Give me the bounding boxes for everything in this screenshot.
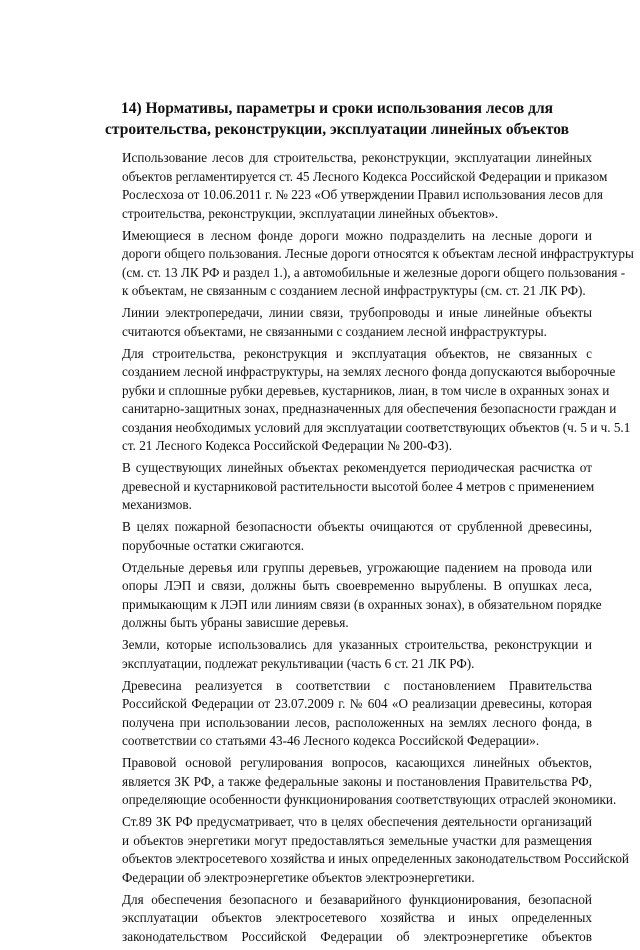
text-line: В существующих линейных объектах рекомендуется периодическая расчистка от — [122, 460, 592, 476]
text-line: древесной и кустарниковой растительности высотой более 4 метров с применением — [122, 478, 595, 494]
text-line: Федерации об электроэнергетике объектов электроэнергетики. — [122, 869, 475, 885]
paragraph — [88, 518, 592, 555]
text-line: механизмов. — [122, 497, 192, 513]
paragraph — [88, 345, 631, 457]
text-line: опоры ЛЭП и связи, должны быть своевременно вырублены. В опушках леса, — [122, 578, 592, 594]
text-line: примыкающим к ЛЭП или линиям связи (в охранных зонах), в обязательном порядке — [122, 596, 602, 612]
text-line: является ЗК РФ, а также федеральные законы и постановления Правительства РФ, — [122, 773, 592, 789]
text-line: Российской Федерации от 23.07.2009 г. № 604 «О реализации древесины, которая — [122, 696, 592, 712]
paragraph — [88, 754, 617, 810]
text-line: к объектам, не связанным с созданием лесной инфраструктуры (см. ст. 21 ЛК РФ). — [122, 283, 586, 299]
text-line: Имеющиеся в лесном фонде дороги можно подразделить на лесные дороги и — [122, 227, 592, 243]
text-line: объектов электросетевого хозяйства и иных определенных законодательством Российской — [122, 851, 629, 867]
text-line: В целях пожарной безопасности объекты очищаются от срубленной древесины, — [122, 519, 592, 535]
text-line: Земли, которые использовались для указанных строительства, реконструкции и — [122, 637, 592, 653]
text-line: создания необходимых условий для эксплуатации соответствующих объектов (ч. 5 и ч. 5.1 — [122, 419, 631, 435]
paragraph — [88, 149, 608, 223]
text-line: Для обеспечения безопасного и безаварийного функционирования, безопасной — [122, 891, 592, 907]
text-line: строительства, реконструкции, эксплуатации линейных объектов». — [122, 205, 499, 221]
text-line: санитарно-защитных зонах, предназначенных для обеспечения безопасности граждан и — [122, 401, 617, 417]
heading-line-1: 14) Нормативы, параметры и сроки использования лесов для — [120, 100, 554, 117]
text-line: Для строительства, реконструкция и эксплуатация объектов, не связанных с — [122, 345, 592, 361]
text-line: Использование лесов для строительства, реконструкции, эксплуатации линейных — [122, 150, 592, 165]
text-line: Древесина реализуется в соответствии с постановлением Правительства — [122, 677, 592, 693]
paragraph — [88, 891, 592, 947]
text-line: Ст.89 ЗК РФ предусматривает, что в целях обеспечения деятельности организаций — [122, 814, 592, 830]
text-line: дороги общего пользования. Лесные дороги относятся к объектам лесной инфраструктуры — [122, 246, 634, 262]
section-heading — [92, 98, 582, 140]
text-line: Правовой основой регулирования вопросов, касающихся линейных объектов, — [122, 755, 592, 771]
heading-line-2: строительства, реконструкции, эксплуатации линейных объектов — [105, 121, 569, 138]
text-line: должны быть убраны зависшие деревья. — [122, 615, 349, 631]
text-line: определяющие особенности функционирования соответствующих отраслей экономики. — [122, 792, 617, 808]
text-line: считаются объектами, не связанными с созданием лесной инфраструктуры. — [122, 323, 547, 339]
text-line: Рослесхоза от 10.06.2011 г. № 223 «Об утверждении Правил использования лесов для — [122, 187, 603, 203]
text-line: Линии электропередачи, линии связи, трубопроводы и иные линейные объекты — [122, 305, 592, 321]
document-body — [88, 149, 634, 950]
text-line: Отдельные деревья или группы деревьев, угрожающие падением на провода или — [122, 559, 592, 575]
paragraph — [88, 304, 592, 341]
text-line: объектов регламентируется ст. 45 Лесного Кодекса Российской Федерации и приказом — [122, 168, 608, 184]
paragraph — [88, 677, 592, 751]
paragraph — [88, 813, 629, 887]
paragraph — [88, 559, 602, 633]
text-line: и объектов энергетики могут предоставляться земельные участки для размещения — [122, 832, 592, 848]
text-line: эксплуатации объектов электросетевого хозяйства и иных определенных — [122, 910, 592, 926]
paragraph — [88, 227, 634, 301]
text-line: ст. 21 Лесного Кодекса Российской Федерации № 200-ФЗ). — [122, 438, 453, 454]
paragraph — [88, 636, 592, 673]
text-line: созданием лесной инфраструктуры, на землях лесного фонда допускаются выборочные — [122, 364, 616, 380]
paragraph — [88, 459, 595, 515]
text-line: соответствии со статьями 43-46 Лесного кодекса Российской Федерации». — [122, 733, 540, 749]
text-line: рубки и сплошные рубки деревьев, кустарников, лиан, в том числе в охранных зонах и — [122, 382, 610, 398]
text-line: (см. ст. 13 ЛК РФ и раздел 1.), а автомобильные и железные дороги общего пользования - — [122, 264, 626, 280]
text-line: законодательством Российской Федерации об электроэнергетике объектов — [122, 928, 592, 944]
text-line: порубочные остатки сжигаются. — [122, 537, 304, 553]
text-line: получена при использовании лесов, расположенных на землях лесного фонда, в — [122, 714, 592, 730]
text-line: эксплуатации, подлежат рекультивации (часть 6 ст. 21 ЛК РФ). — [122, 655, 475, 671]
